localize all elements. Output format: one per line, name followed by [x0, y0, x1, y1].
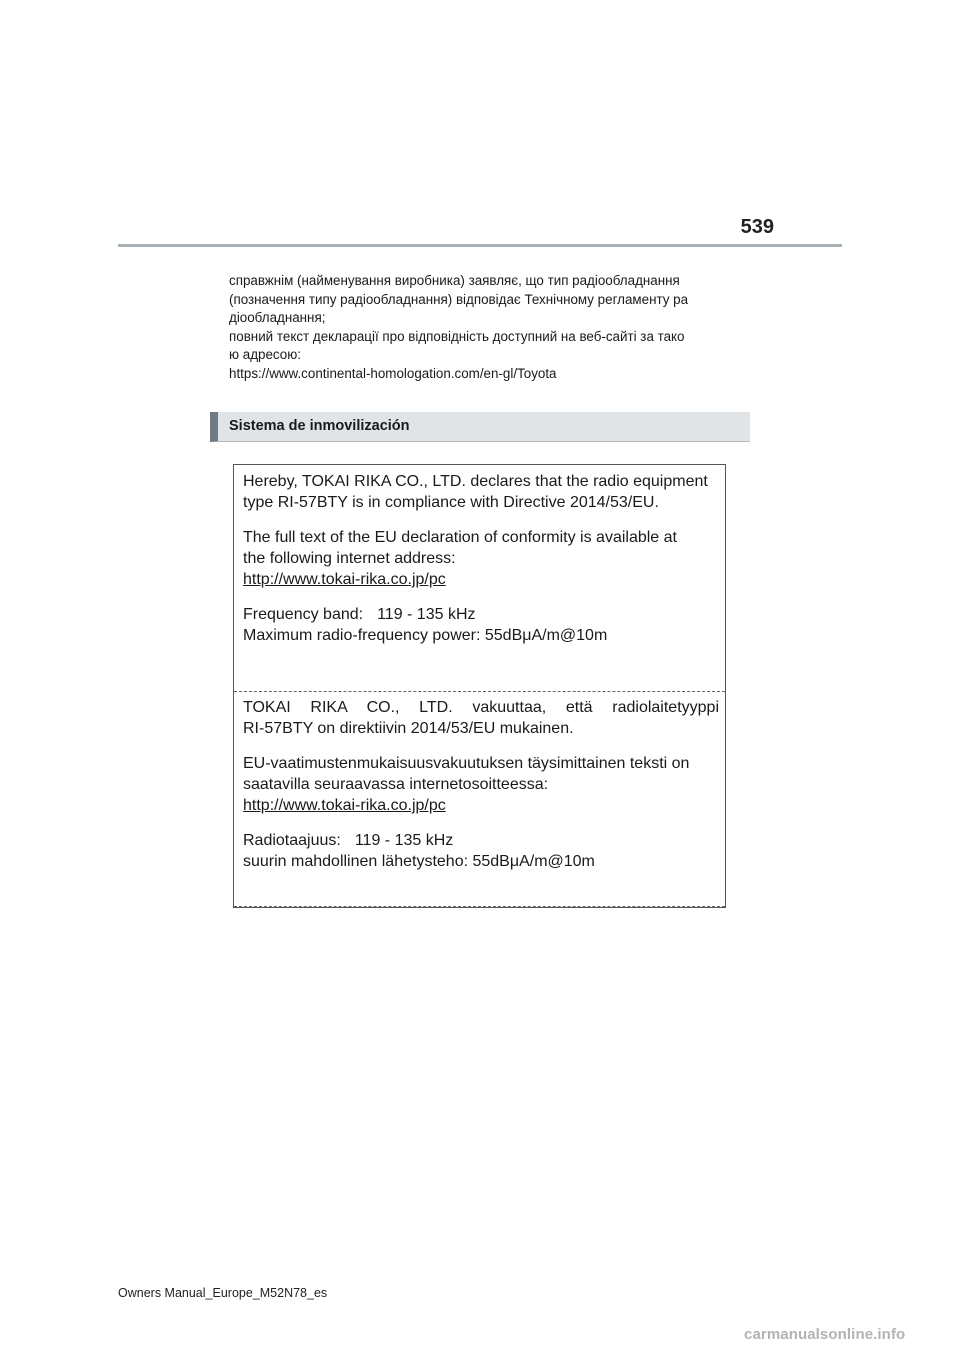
declaration-text: The full text of the EU declaration of conformity is available at [243, 529, 677, 546]
ukrainian-line: справжнім (найменування виробника) заявляє, що тип радіообладнання [229, 273, 680, 288]
max-power [243, 625, 719, 646]
declaration-text: EU-vaatimustenmukaisuusvakuutuksen täysimittainen teksti on [243, 755, 690, 772]
tokai-rika-link[interactable]: http://www.tokai-rika.co.jp/pc [243, 571, 446, 588]
tokai-rika-link[interactable]: http://www.tokai-rika.co.jp/pc [243, 797, 446, 814]
power-label: suurin mahdollinen lähetysteho: [243, 853, 469, 870]
declaration-text: Hereby, TOKAI RIKA CO., LTD. declares that the radio equipment [243, 473, 708, 490]
header-divider [118, 244, 842, 247]
ukrainian-line: повний текст декларації про відповідність доступний на веб-сайті за тако [229, 328, 685, 344]
ukrainian-declaration [229, 272, 749, 384]
ukrainian-line: (позначення типу радіообладнання) відповідає Технічному регламенту ра [229, 291, 689, 307]
declaration-text: RI-57BTY on direktiivin 2014/53/EU mukainen. [243, 720, 574, 737]
power-value: 55dBμA/m@10m [472, 853, 595, 870]
power-value: 55dBμA/m@10m [484, 627, 608, 644]
frequency-label: Frequency band: [243, 606, 364, 623]
declaration-english [234, 465, 725, 692]
frequency-value: 119 - 135 kHz [377, 606, 476, 623]
ukrainian-url: https://www.continental-homologation.com/en-gl/Toyota [229, 365, 557, 381]
section-header [210, 412, 750, 442]
declaration-finnish [234, 692, 725, 907]
page-number: 539 [740, 216, 774, 238]
ukrainian-line: діообладнання; [229, 310, 326, 326]
dashed-divider [234, 906, 725, 907]
max-power [243, 851, 719, 872]
frequency-band [243, 604, 719, 625]
power-label: Maximum radio-frequency power: [243, 627, 481, 644]
frequency-value: 119 - 135 kHz [354, 832, 454, 849]
page-footer: Owners Manual_Europe_M52N78_es [118, 1286, 328, 1300]
section-title: Sistema de inmovilización [229, 418, 410, 434]
declaration-text: TOKAI RIKA CO., LTD. vakuuttaa, että radiolaitetyyppi [243, 699, 719, 716]
declaration-text: saatavilla seuraavassa internetosoitteessa: [243, 776, 549, 793]
declaration-text: type RI-57BTY is in compliance with Directive 2014/53/EU. [243, 494, 659, 511]
watermark: carmanualsonline.info [744, 1326, 906, 1343]
declaration-box [233, 464, 726, 908]
ukrainian-line: ю адресою: [229, 347, 301, 363]
frequency-band [243, 830, 719, 851]
declaration-text: the following internet address: [243, 550, 456, 567]
frequency-label: Radiotaajuus: [243, 832, 341, 849]
